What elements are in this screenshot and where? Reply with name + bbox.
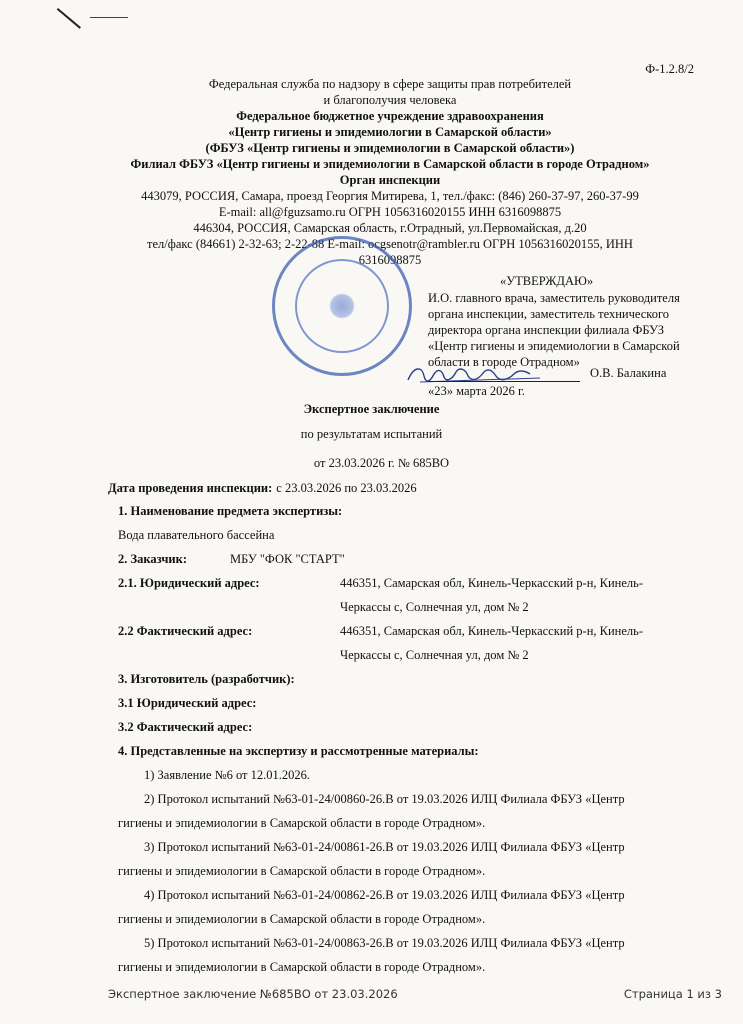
section-legal-address-line1: 446351, Самарская обл, Кинель-Черкасский р-н, Кинель- — [340, 576, 644, 590]
approval-line: И.О. главного врача, заместитель руководителя — [428, 291, 680, 305]
materials-item: 4) Протокол испытаний №63-01-24/00862-26.В от 19.03.2026 ИЛЦ Филиала ФБУЗ «Центр — [144, 888, 625, 902]
section-customer-value: МБУ "ФОК "СТАРТ" — [230, 552, 345, 566]
scan-mark — [43, 8, 81, 46]
header-institution: Федеральное бюджетное учреждение здравоохранения — [236, 109, 544, 123]
header-institution-abbr: (ФБУЗ «Центр гигиены и эпидемиологии в Самарской области») — [205, 141, 575, 155]
form-code: Ф-1.2.8/2 — [645, 62, 694, 76]
approval-title: «УТВЕРЖДАЮ» — [500, 274, 594, 288]
section-subject-value: Вода плавательного бассейна — [118, 528, 275, 542]
section-actual-address-line1: 446351, Самарская обл, Кинель-Черкасский р-н, Кинель- — [340, 624, 644, 638]
signer-name: О.В. Балакина — [590, 366, 667, 380]
inspection-dates — [108, 479, 708, 497]
header-address-branch: 446304, РОССИЯ, Самарская область, г.Отрадный, ул.Первомайская, д.20 — [193, 221, 587, 235]
signature-line — [428, 380, 580, 382]
section-customer-label: 2. Заказчик: — [118, 552, 188, 566]
inspection-value: с 23.03.2026 по 23.03.2026 — [276, 481, 417, 495]
footer-page-number: Страница 1 из 3 — [623, 987, 722, 1001]
approval-line: директора органа инспекции филиала ФБУЗ — [428, 323, 665, 337]
materials-item-continuation: гигиены и эпидемиологии в Самарской области в городе Отрадном». — [118, 912, 486, 926]
section-actual-address-label: 2.2 Фактический адрес: — [118, 624, 253, 638]
header-inspection-body: Орган инспекции — [339, 173, 441, 187]
approval-line: области в городе Отрадном» — [428, 355, 580, 369]
materials-item: 1) Заявление №6 от 12.01.2026. — [144, 768, 311, 782]
materials-item: 2) Протокол испытаний №63-01-24/00860-26.В от 19.03.2026 ИЛЦ Филиала ФБУЗ «Центр — [144, 792, 625, 806]
header-agency-line1: Федеральная служба по надзору в сфере защиты прав потребителей — [208, 77, 572, 91]
section-legal-address-label: 2.1. Юридический адрес: — [118, 576, 260, 590]
materials-item: 3) Протокол испытаний №63-01-24/00861-26.В от 19.03.2026 ИЛЦ Филиала ФБУЗ «Центр — [144, 840, 625, 854]
section-actual-address-line2: Черкассы с, Солнечная ул, дом № 2 — [340, 648, 529, 662]
section-subject-label: 1. Наименование предмета экспертизы: — [118, 504, 343, 518]
approval-date: «23» марта 2026 г. — [428, 384, 525, 398]
materials-item: 5) Протокол испытаний №63-01-24/00863-26.В от 19.03.2026 ИЛЦ Филиала ФБУЗ «Центр — [144, 936, 625, 950]
document-subtitle: по результатам испытаний — [300, 427, 443, 441]
document-date-number: от 23.03.2026 г. № 685ВО — [313, 456, 450, 470]
header-branch: Филиал ФБУЗ «Центр гигиены и эпидемиологии в Самарской области в городе Отрадном» — [130, 157, 650, 171]
section-manufacturer-actual-label: 3.2 Фактический адрес: — [118, 720, 253, 734]
footer-document-ref: Экспертное заключение №685ВО от 23.03.2026 — [108, 987, 398, 1001]
approval-line: «Центр гигиены и эпидемиологии в Самарской — [428, 339, 680, 353]
header-email-main: E-mail: all@fguzsamo.ru ОГРН 1056316020155 ИНН 6316098875 — [218, 205, 562, 219]
header-address-main: 443079, РОССИЯ, Самара, проезд Георгия Митирева, 1, тел./факс: (846) 260-37-97, 260-37-99 — [141, 189, 639, 203]
inspection-label: Дата проведения инспекции: — [108, 481, 273, 495]
materials-item-continuation: гигиены и эпидемиологии в Самарской области в городе Отрадном». — [118, 960, 486, 974]
materials-item-continuation: гигиены и эпидемиологии в Самарской области в городе Отрадном». — [118, 816, 486, 830]
official-seal — [272, 236, 412, 376]
section-manufacturer-legal-label: 3.1 Юридический адрес: — [118, 696, 257, 710]
section-manufacturer-label: 3. Изготовитель (разработчик): — [118, 672, 295, 686]
approval-line: органа инспекции, заместитель технического — [428, 307, 670, 321]
header-inn-branch: 6316098875 — [358, 253, 422, 267]
header-institution-name: «Центр гигиены и эпидемиологии в Самарской области» — [228, 125, 552, 139]
section-materials-label: 4. Представленные на экспертизу и рассмотренные материалы: — [118, 744, 479, 758]
section-legal-address-line2: Черкассы с, Солнечная ул, дом № 2 — [340, 600, 529, 614]
scan-mark — [90, 17, 128, 18]
materials-item-continuation: гигиены и эпидемиологии в Самарской области в городе Отрадном». — [118, 864, 486, 878]
header-contacts-branch: тел/факс (84661) 2-32-63; 2-22-88 E-mail: ocgsenotr@rambler.ru ОГРН 1056316020155, ИНН — [147, 237, 633, 251]
document-title: Экспертное заключение — [303, 402, 440, 416]
header-agency-line2: и благополучия человека — [323, 93, 457, 107]
